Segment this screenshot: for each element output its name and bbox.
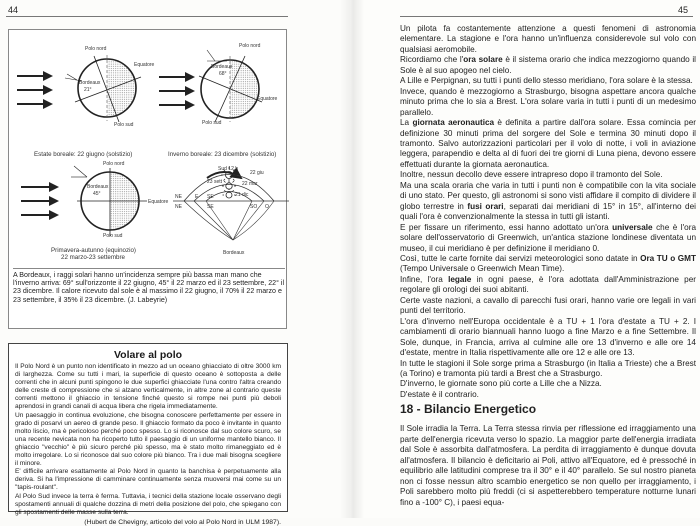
diagram-equinox	[21, 161, 169, 261]
label-north-3: Polo nord	[103, 161, 125, 167]
label-angle-1: 21°	[84, 87, 92, 93]
label-angle-3: 45°	[93, 191, 101, 197]
paragraph: Inoltre, nessun decollo deve essere intrapreso dopo il tramonto del Sole.	[400, 170, 663, 180]
label-north-2: Polo nord	[239, 43, 261, 49]
sidebar-box-volare-al-polo	[8, 343, 288, 526]
box-title: Volare al polo	[113, 349, 183, 361]
label-sud-12h: Sud 12 h	[218, 166, 239, 172]
label-o: O	[265, 204, 269, 210]
box-signature: (Hubert de Chevigny, articolo del volo al Polo Nord in ULM 1987).	[84, 518, 281, 526]
caption-summer: Estate boreale: 22 giugno (solstizio)	[34, 151, 133, 158]
label-so: SO	[250, 204, 258, 210]
section-body: Il Sole irradia la Terra. La Terra stessa rinvia per riflessione ed irraggiamento una parte dell'energia ricevuta verso lo spazio. La maggior parte dell'energia irradiata dal Sole è assorbita dall'atmosfera. La perdita di irraggiamento è dunque dovuta all'atmosfera. Il bilancio è deficitario ai Poli, attivo all'Equatore, ed è pressoché in equilibrio alle latitudini comprese tra il 30° e il 40° parallelo. Se sul nostro pianeta non ci fosse nessun altro scambio energetico se non quello per irraggiamento, i Poli sarebbero molto più freddi (ci si aspetterebbero temperature notturne lunari fino a -100° C), i paesi equa-	[400, 424, 696, 507]
box-paragraph: Al Polo Sud invece la terra è ferma. Tuttavia, i tecnici della stazione locale osservano degli spostamenti annuali di qualche dozzina di metri della posizione del polo, che spiegano con gli spostamenti delle masse sulla terra.	[15, 492, 281, 516]
paragraph: Così, tutte le carte fornite dai servizi meteorologici sono datate in Ora TU o GMT (Tempo Universale o Greenwich Mean Time).	[400, 253, 696, 274]
figure-box	[8, 29, 287, 329]
sun-rays-arrows	[21, 182, 59, 220]
term-giornata-aeronautica: giornata aeronautica	[412, 118, 495, 128]
label-city-3: Bordeaux	[87, 184, 109, 190]
paragraph: Ma una scala oraria che varia in tutti i punti non è compatibile con la vita sociale di uno stato. Per questo, gli astronomi si sono visti affidare il compito di dividere il globo terrestre in fusi orari, separati dai meridiani di 15° in 15°, all'interno dei quali l'ora è convenzionalmente la stessa in tutti gli istanti.	[400, 180, 696, 222]
label-equator-2: Equatore	[257, 96, 278, 102]
label-22-mar: 22 mar	[242, 181, 258, 187]
book-gutter	[340, 0, 364, 518]
label-equator-1: Equatore	[134, 62, 155, 68]
sun-rays-arrows	[17, 71, 53, 109]
paragraph: Invece, quando è mezzogiorno a Strasburgo, bisogna aspettare ancora qualche minuto prima che lo sia a Brest. L'ora solare varia in tutti i punti di un medesimo parallelo.	[400, 86, 696, 117]
label-se-bottom: SE	[207, 204, 214, 210]
term-ora-solare: ora solare	[463, 55, 503, 65]
label-22-giu: 22 giu	[250, 170, 264, 176]
paragraph: E per fissare un riferimento, essi hanno adottato un'ora universale che è l'ora solare dell'osservatorio di Greenwich, un'antica stazione londinese diventata un museo, il cui meridiano è per definizione il meridiano 0.	[400, 222, 696, 253]
label-e: E	[195, 194, 199, 200]
label-south-1: Polo sud	[114, 122, 134, 128]
label-south-3: Polo sud	[103, 233, 123, 239]
caption-winter: Inverno boreale: 23 dicembre (solstizio)	[168, 151, 277, 158]
paragraph: Un pilota fa costantemente attenzione a questi fenomeni di astronomia elementare. La stagione e l'ora hanno un'influenza considerevole sul volo con qualsiasi aeromobile.	[400, 24, 696, 54]
sun-rays-arrows	[159, 72, 195, 110]
diagram-winter	[159, 43, 278, 158]
header-rule-left	[6, 16, 288, 17]
label-21-dic: 21 dic	[235, 192, 249, 198]
box-paragraph: Un paesaggio in continua evoluzione, che bisogna conoscere perfettamente per essere in grado di posarvi un aereo di grande peso. Il ghiaccio formato da poco è invitante in quanto molto liscio, ma è pericoloso perché poco spesso. Lo si riconosce dal suo colore scuro, se una recente nevicata non ha ricoperto tutto il paesaggio di un uniforme mantello bianco. Il ghiaccio "vecchio" è più sicuro perché più spesso, ma è stato molto rimaneggiato ed è molto irregolare. Lo si riconosce dal suo colore più bianco. Tra i due mali bisogna scegliere il minore.	[15, 411, 281, 468]
paragraph: Certe vaste nazioni, a cavallo di parecchi fusi orari, hanno varie ore legali in vari punti del territorio.	[400, 295, 696, 316]
paragraph: D'estate è il contrario.	[400, 389, 479, 399]
term-legale: legale	[448, 274, 472, 284]
diagram-sun-path	[173, 166, 289, 256]
term-fusi-orari: fusi orari	[467, 201, 504, 211]
label-se: SE	[207, 194, 214, 200]
label-ne-bottom: NE	[175, 204, 182, 210]
label-ne-top: NE	[175, 194, 182, 200]
paragraph: Ricordiamo che l'ora solare è il sistema orario che indica mezzogiorno quando il Sole è al suo apogeo nel cielo.	[400, 55, 696, 75]
term-universale: universale	[612, 222, 653, 232]
term-ora-tu-gmt: Ora TU o GMT	[640, 253, 696, 263]
page-number-left: 44	[8, 5, 19, 15]
paragraph: La giornata aeronautica è definita a partire dall'ora solare. Essa comincia per definizione 30 minuti prima del sorgere del Sole e termina 30 minuti dopo il tramonto. Salvo autorizzazioni particolari per il volo di notte, i voli in aviazione leggera, parapendio e delta al di fuori dei tre giorni di Luna piena, devono essere effettuati durante la giornata aeronautica.	[400, 118, 696, 169]
page-number-right: 45	[677, 5, 688, 15]
section-heading: 18 - Bilancio Energetico	[400, 402, 537, 416]
label-bordeaux: Bordeaux	[223, 250, 245, 256]
label-angle-2: 68°	[219, 71, 227, 77]
figure-caption: A Bordeaux, i raggi solari hanno un'incidenza sempre più bassa man mano che l'inverno arriva: 69° sull'orizzonte il 22 giugno, 45° il 22 marzo ed il 23 settembre, 22° il 23 dicembre. Il calore ricevuto dal sole è al massimo il 22 giugno, il 70% il 22 marzo e 23 settembre, il 35% il 23 dicembre. (J. Labeyrie)	[13, 268, 285, 304]
box-paragraph: Il Polo Nord è un punto non identificato in mezzo ad un oceano ghiacciato di oltre 3000 km di larghezza. Come su tutti i mari, la superficie di questo oceano è sottoposta a delle correnti che in alcuni punti spingono le due superfici ghiacciate l'una contro l'altra creando delle creste di compressione che si alzano verticalmente, in altre zone al contrario queste correnti mettono il ghiaccio in tensione finché questo si rompe nei punti più deboli aprendosi in grandi canali di acqua libera che rigela immediatamente.	[15, 363, 281, 411]
sun-icon-december	[223, 189, 236, 199]
header-rule-right	[400, 16, 693, 17]
label-south-2: Polo sud	[202, 120, 222, 126]
label-equator-3: Equatore	[148, 199, 169, 205]
box-body	[15, 363, 281, 517]
paragraph: Infine, l'ora legale in ogni paese, è l'ora adottata dall'Amministrazione per regolare gli orologi dei suoi abitanti.	[400, 274, 696, 295]
label-23-sett: 23 sett	[207, 179, 223, 185]
right-page	[350, 0, 700, 518]
diagram-summer	[17, 46, 155, 158]
paragraph: D'inverno, le giornate sono più corte a Lille che a Nizza.	[400, 379, 602, 389]
label-city-2: Bordeaux	[211, 64, 233, 70]
label-city-1: Bordeaux	[79, 80, 101, 86]
label-north-1: Polo nord	[85, 46, 107, 52]
paragraph: L'ora d'inverno nell'Europa occidentale è a TU + 1 l'ora d'estate a TU + 2. I cambiamenti di orario biannuali hanno luogo a fine Marzo e a fine Settembre. Il Sole, dunque, in Francia, arriva al culmine alle ore 13 d'inverno e alle ore 14 d'estate, mentre in Italia rispettivamente alle ore 12 e alle ore 13.	[400, 316, 696, 358]
caption-equinox-1: Primavera-autunno (equinozio)	[51, 247, 136, 254]
paragraph: In tutte le stagioni il Sole sorge prima a Strasburgo (in Italia a Trieste) che a Brest (a Torino) e tramonta più tardi a Brest che a Strasburgo.	[400, 358, 696, 378]
solar-incidence-diagrams	[9, 30, 288, 268]
body-text	[400, 24, 696, 400]
paragraph: A Lille e Perpignan, su tutti i punti dello stesso meridiano, l'ora solare è la stessa.	[400, 76, 693, 86]
caption-equinox-2: 22 marzo-23 settembre	[61, 254, 125, 261]
box-paragraph: E' difficile arrivare esattamente al Polo Nord in quanto la banchisa è perpetuamente alla deriva. Si ha l'impressione di camminare continuamente senza muoversi mai come su un "tapis-roulant".	[15, 468, 281, 492]
